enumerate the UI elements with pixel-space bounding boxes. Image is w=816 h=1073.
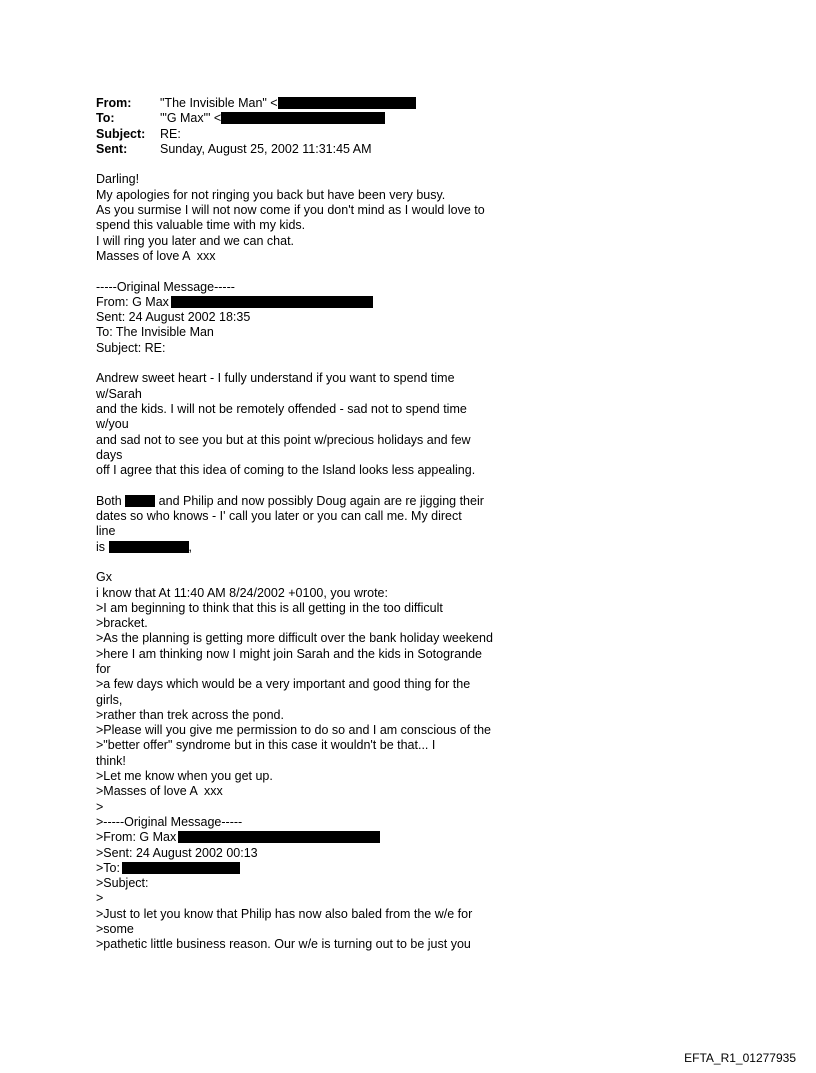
signature-line: Gx: [96, 570, 112, 585]
quoted-line: think!: [96, 753, 126, 768]
subject-label: Subject:: [96, 126, 146, 141]
quoted-subject-line: >Subject:: [96, 876, 149, 891]
quoted-line: >As the planning is getting more difficult over the bank holiday weekend: [96, 631, 493, 646]
body-line: dates so who knows - I' call you later or you can call me. My direct: [96, 509, 462, 524]
subject-row: [96, 127, 416, 142]
body-line: My apologies for not ringing you back but have been very busy.: [96, 187, 446, 202]
email-header: [96, 96, 416, 157]
quoted-line: >pathetic little business reason. Our w/e is turning out to be just you: [96, 937, 471, 952]
redaction-box: [171, 296, 373, 308]
quoted-line: >rather than trek across the pond.: [96, 707, 284, 722]
quoted-line: >"better offer" syndrome but in this case it wouldn't be that... I: [96, 738, 436, 753]
redaction-box: [221, 112, 385, 124]
to-value: '"G Max"' <: [160, 111, 222, 126]
redaction-box: [122, 862, 240, 874]
body-line: As you surmise I will not now come if you don't mind as I would love to: [96, 203, 485, 218]
body-line: line: [96, 524, 116, 539]
quoted-from-line: From: G Max: [96, 295, 536, 310]
quoted-line: >I am beginning to think that this is all getting in the too difficult: [96, 600, 443, 615]
to-label: To:: [96, 111, 115, 126]
quoted-line: >some: [96, 922, 134, 937]
from-value: "The Invisible Man" <: [160, 96, 278, 110]
email-document: [96, 96, 536, 953]
quoted-line: >here I am thinking now I might join Sarah and the kids in Sotogrande: [96, 646, 482, 661]
from-row: [96, 96, 416, 111]
blank-line: [96, 555, 536, 570]
redaction-box: [109, 541, 189, 553]
quoted-to-line: To: The Invisible Man: [96, 325, 214, 340]
signoff-line: Masses of love A xxx: [96, 248, 216, 263]
blank-line: [96, 356, 536, 371]
blank-line: [96, 264, 536, 279]
quoted-line: >Let me know when you get up.: [96, 769, 273, 784]
body-line: Andrew sweet heart - I fully understand if you want to spend time: [96, 371, 455, 386]
quoted-sent-line: Sent: 24 August 2002 18:35: [96, 310, 251, 325]
body-line: w/you: [96, 417, 129, 432]
body-line: Darling!: [96, 172, 140, 187]
sent-value: Sunday, August 25, 2002 11:31:45 AM: [160, 141, 372, 156]
quoted-line: >Masses of love A xxx: [96, 784, 223, 799]
quote-intro-line: i know that At 11:40 AM 8/24/2002 +0100, you wrote:: [96, 585, 388, 600]
sent-label: Sent:: [96, 141, 128, 156]
quoted-line: >Just to let you know that Philip has now also baled from the w/e for: [96, 906, 473, 921]
quoted-line: >bracket.: [96, 616, 148, 631]
body-line: days: [96, 447, 123, 462]
original-message-separator: -----Original Message-----: [96, 279, 235, 294]
quoted-line: >Please will you give me permission to do so and I am conscious of the: [96, 723, 491, 738]
quoted-line: for: [96, 661, 111, 676]
body-line: spend this valuable time with my kids.: [96, 218, 306, 233]
sent-row: [96, 142, 416, 157]
from-label: From:: [96, 96, 132, 110]
body-line: and sad not to see you but at this point w/precious holidays and few: [96, 432, 471, 447]
document-id: EFTA_R1_01277935: [684, 1051, 796, 1065]
quoted-separator: >-----Original Message-----: [96, 814, 243, 829]
quoted-to-line: >To:: [96, 861, 536, 876]
quoted-subject-line: Subject: RE:: [96, 340, 166, 355]
body-line: is ,: [96, 539, 192, 554]
quoted-from-line: >From: G Max: [96, 830, 536, 845]
redaction-box: [278, 97, 416, 109]
quoted-line: >: [96, 891, 104, 906]
redaction-box: [125, 495, 155, 507]
body-line: off I agree that this idea of coming to the Island looks less appealing.: [96, 463, 476, 478]
to-row: [96, 111, 416, 126]
body-line: and the kids. I will not be remotely offended - sad not to spend time: [96, 401, 467, 416]
subject-value: RE:: [160, 126, 181, 141]
redaction-box: [178, 831, 380, 843]
body-line: I will ring you later and we can chat.: [96, 233, 295, 248]
blank-line: [96, 478, 536, 493]
body-line: w/Sarah: [96, 386, 142, 401]
quoted-line: girls,: [96, 692, 123, 707]
email-body: [96, 172, 536, 952]
quoted-sent-line: >Sent: 24 August 2002 00:13: [96, 845, 258, 860]
body-line: Both and Philip and now possibly Doug again are re jigging their: [96, 493, 484, 508]
quoted-line: >: [96, 799, 104, 814]
quoted-line: >a few days which would be a very important and good thing for the: [96, 677, 471, 692]
